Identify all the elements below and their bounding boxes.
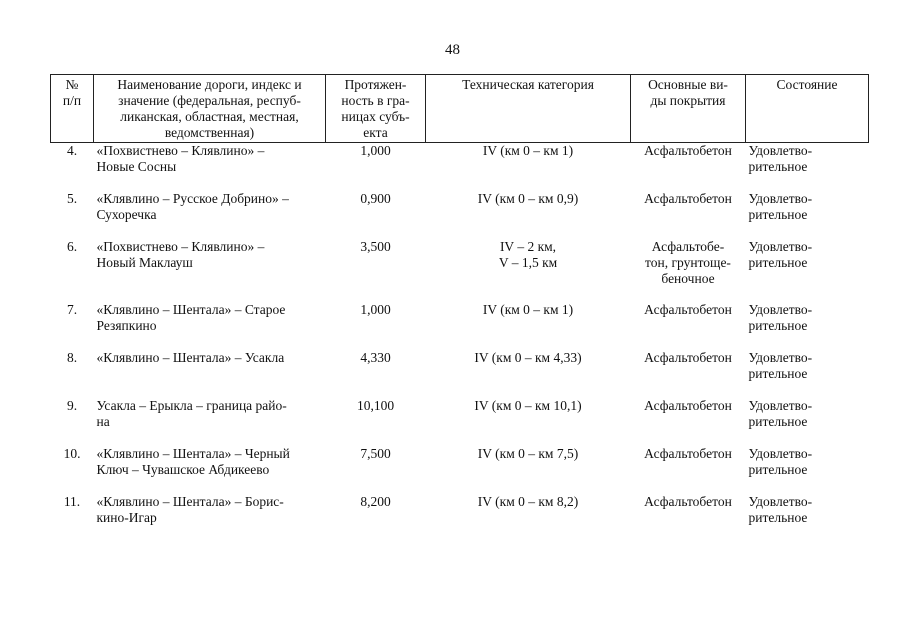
cell-category: IV (км 0 – км 0,9) — [477, 191, 579, 206]
cell-surface: Асфальтобетон — [644, 350, 732, 365]
table-row — [51, 143, 869, 192]
header-num: № п/п — [51, 75, 94, 143]
cell-num: 9. — [66, 398, 78, 413]
table-row — [51, 350, 869, 398]
cell-surface: Асфальтобетон — [644, 446, 732, 461]
cell-surface: Асфальтобетон — [644, 494, 732, 509]
cell-road-name: «Клявлино – Шентала» – Черный Ключ – Чувашское Абдикеево — [96, 446, 290, 477]
cell-road-name: «Клявлино – Шентала» – Усакла — [96, 350, 285, 365]
cell-surface: Асфальтобетон — [644, 398, 732, 413]
cell-category: IV (км 0 – км 4,33) — [474, 350, 582, 365]
cell-surface: Асфальтобетон — [644, 143, 732, 158]
header-surface-type: Основные ви- ды покрытия — [631, 75, 746, 143]
cell-length: 4,330 — [360, 350, 391, 365]
cell-num: 5. — [66, 191, 78, 206]
cell-length: 3,500 — [360, 239, 391, 254]
cell-category: IV (км 0 – км 10,1) — [474, 398, 582, 413]
cell-category: IV (км 0 – км 1) — [482, 302, 574, 317]
cell-road-name: «Клявлино – Русское Добрино» – Сухоречка — [96, 191, 289, 222]
page-number: 48 — [445, 42, 460, 58]
cell-category: IV (км 0 – км 7,5) — [477, 446, 579, 461]
cell-state: Удовлетво- рительное — [748, 143, 813, 174]
table-row — [51, 494, 869, 538]
cell-length: 0,900 — [360, 191, 391, 206]
cell-road-name: «Похвистнево – Клявлино» – Новые Сосны — [96, 143, 265, 174]
cell-surface: Асфальтобетон — [644, 191, 732, 206]
table-header-row — [51, 75, 869, 143]
cell-num: 7. — [66, 302, 78, 317]
cell-category: IV (км 0 – км 1) — [482, 143, 574, 158]
cell-surface: Асфальтобетон — [644, 302, 732, 317]
cell-num: 11. — [63, 494, 81, 509]
cell-category: IV (км 0 – км 8,2) — [477, 494, 579, 509]
cell-road-name: «Похвистнево – Клявлино» – Новый Маклауш — [96, 239, 265, 270]
cell-category: IV – 2 км, V – 1,5 км — [498, 239, 558, 270]
header-length: Протяжен- ность в гра- ницах субъ- екта — [326, 75, 426, 143]
cell-num: 4. — [66, 143, 78, 158]
cell-road-name: Усакла – Ерыкла – граница райо- на — [96, 398, 287, 429]
cell-state: Удовлетво- рительное — [748, 494, 813, 525]
cell-state: Удовлетво- рительное — [748, 239, 813, 270]
cell-state: Удовлетво- рительное — [748, 302, 813, 333]
cell-state: Удовлетво- рительное — [748, 398, 813, 429]
cell-surface: Асфальтобе- тон, грунтоще- беночное — [645, 239, 731, 286]
cell-num: 10. — [63, 446, 81, 461]
cell-length: 10,100 — [356, 398, 395, 413]
cell-length: 1,000 — [360, 302, 391, 317]
cell-state: Удовлетво- рительное — [748, 446, 813, 477]
table-row — [51, 239, 869, 302]
cell-num: 6. — [66, 239, 78, 254]
cell-num: 8. — [66, 350, 78, 365]
table-row — [51, 302, 869, 350]
cell-length: 7,500 — [360, 446, 391, 461]
cell-length: 8,200 — [360, 494, 391, 509]
table-row — [51, 191, 869, 239]
header-technical-category: Техническая категория — [426, 75, 631, 143]
cell-length: 1,000 — [360, 143, 391, 158]
cell-road-name: «Клявлино – Шентала» – Борис- кино-Игар — [96, 494, 284, 525]
cell-state: Удовлетво- рительное — [748, 350, 813, 381]
cell-state: Удовлетво- рительное — [748, 191, 813, 222]
roads-table — [50, 74, 869, 538]
cell-road-name: «Клявлино – Шентала» – Старое Резяпкино — [96, 302, 286, 333]
header-state: Состояние — [746, 75, 869, 143]
header-road-name: Наименование дороги, индекс и значение (федеральная, респуб- ликанская, областная, местная, ведомственная) — [94, 75, 326, 143]
table-row — [51, 398, 869, 446]
table-row — [51, 446, 869, 494]
